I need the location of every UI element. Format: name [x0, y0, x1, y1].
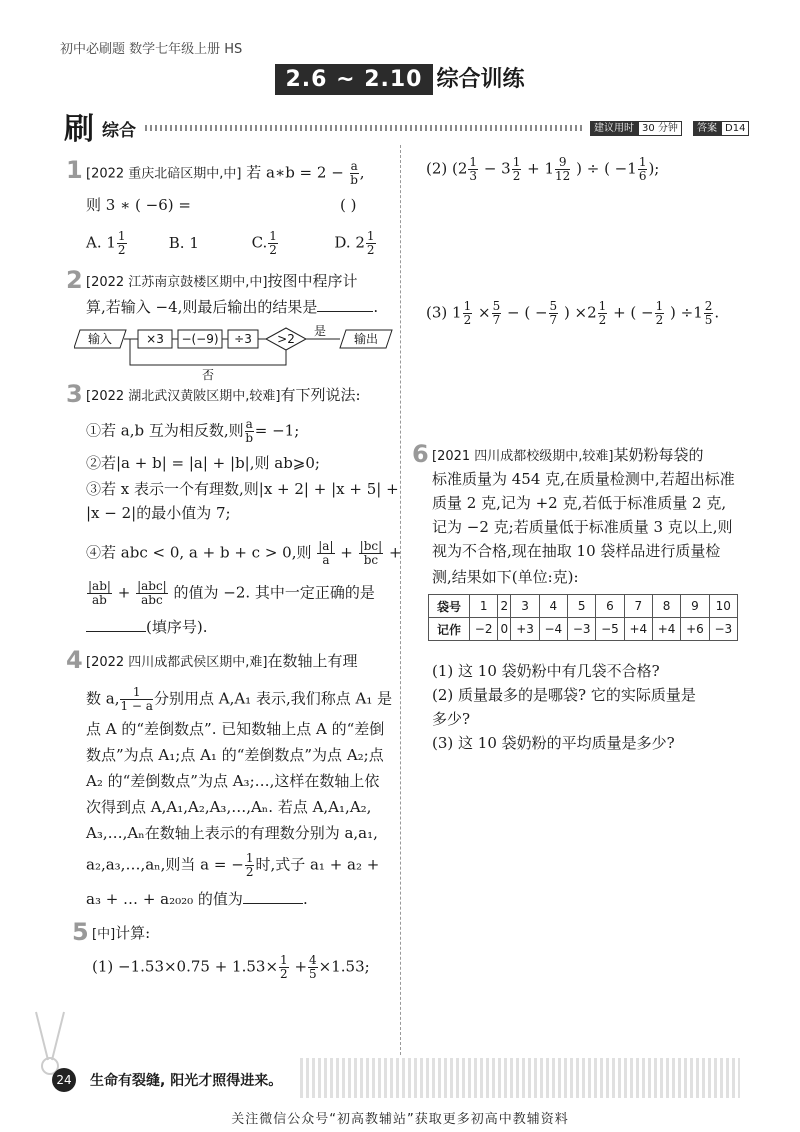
table-header-value: 记作 [429, 618, 470, 641]
flow-minus-neg9: −(−9) [181, 332, 219, 346]
q4-line7: A₃,…,Aₙ在数轴上表示的有理数分别为 a,a₁, [86, 824, 378, 842]
flow-times3: ×3 [146, 332, 164, 346]
q2-flowchart [74, 325, 394, 385]
q4-line5: A₂ 的“差倒数点”为点 A₃;…,这样在数轴上依 [86, 772, 380, 790]
q3-statement-3a: ③若 x 表示一个有理数,则|x + 2| + |x + 5| + [86, 480, 399, 498]
q4-line8: a₂,a₃,…,aₙ,则当 a = − $\frac{1}{2}$ 时,式子 a₁ + a₂ + [86, 851, 380, 879]
q6-number: 6 [412, 440, 429, 468]
q6-sub1: (1) 这 10 袋奶粉中有几袋不合格? [432, 662, 660, 680]
table-row-ids [429, 595, 738, 618]
answer-value: D14 [721, 121, 749, 136]
q4-line6: 次得到点 A,A₁,A₂,A₃,…,Aₙ. 若点 A,A₁,A₂, [86, 798, 372, 816]
q3-line1: [2022 湖北武汉黄陂区期中,较难]有下列说法: [86, 386, 361, 404]
table-cell: 1 [470, 595, 498, 618]
table-cell: 4 [539, 595, 567, 618]
q6-sub2b: 多少? [432, 710, 471, 728]
q5-number: 5 [72, 918, 89, 946]
q3-number: 3 [66, 380, 83, 408]
page-number: 24 [52, 1068, 76, 1092]
q1-options [86, 230, 386, 257]
q1-option-a[interactable]: A. 1 $\frac{1}{2}$ [86, 229, 126, 257]
q1-line2: 则 3 ∗ ( −6) = [86, 196, 191, 214]
dotted-rule [145, 125, 585, 131]
table-cell: +6 [681, 618, 709, 641]
flow-yes: 是 [313, 325, 327, 338]
table-cell: −3 [568, 618, 596, 641]
q2-number: 2 [66, 266, 83, 294]
q5-part3: (3) 1 $\frac{1}{2}$ × $\frac{5}{7}$ − ( − $\frac{5}{7}$ ) ×2 $\frac{1}{2}$ + ( − $\frac{1}{2}$ ) ÷1 $\frac{2}{5}$ . [426, 299, 720, 327]
table-row-values [429, 618, 738, 641]
q3-answer-blank[interactable] [86, 631, 146, 632]
q4-line4: 数点”为点 A₁;点 A₁ 的“差倒数点”为点 A₂;点 [86, 746, 384, 764]
flow-diamond: >2 [277, 332, 295, 346]
footer-pattern [300, 1058, 740, 1098]
table-cell: 9 [681, 595, 709, 618]
q3-statement-4a: ④若 abc < 0, a + b + c > 0,则 $\frac{|a|}{a}$ + $\frac{|bc|}{bc}$ + [86, 539, 402, 567]
title-text: 综合训练 [436, 67, 525, 92]
table-cell: 5 [568, 595, 596, 618]
q2-answer-blank[interactable] [317, 311, 373, 312]
q4-line1: [2022 四川成都武侯区期中,难]在数轴上有理 [86, 652, 358, 670]
q1-paren: ( ) [340, 196, 357, 214]
shua-mark: 刷 [64, 112, 94, 147]
q1-option-d[interactable]: D. 2 $\frac{1}{2}$ [334, 229, 375, 257]
column-divider [400, 145, 401, 1055]
q3-answer-line: (填序号). [86, 616, 207, 638]
q4-number: 4 [66, 646, 83, 674]
time-value: 30 分钟 [638, 121, 682, 136]
table-header-id: 袋号 [429, 595, 470, 618]
q3-statement-2: ②若|a + b| = |a| + |b|,则 ab⩾0; [86, 454, 320, 472]
flow-input: 输入 [87, 332, 113, 346]
q3-statement-1: ①若 a,b 互为相反数,则 $\frac{a}{b}$ = −1; [86, 417, 300, 445]
table-cell: 10 [709, 595, 737, 618]
table-cell: +4 [652, 618, 680, 641]
q4-answer-blank[interactable] [243, 903, 303, 904]
q6-line2: 标准质量为 454 克,在质量检测中,若超出标准 [432, 470, 735, 488]
time-label: 建议用时 [590, 121, 638, 136]
q3-statement-3b: |x − 2|的最小值为 7; [86, 504, 231, 522]
title-range: 2.6 ~ 2.10 [275, 64, 432, 95]
q6-table [428, 594, 738, 641]
q1-source: [2022 重庆北碚区期中,中] [86, 166, 242, 182]
q1-frac: $\frac{a}{b}$ [350, 159, 358, 187]
q6-line1: [2021 四川成都校级期中,较难]某奶粉每袋的 [432, 446, 704, 464]
table-cell: −3 [709, 618, 737, 641]
q6-line4: 记为 −2 克;若质量低于标准质量 3 克以上,则 [432, 518, 733, 536]
q5-part1: (1) −1.53×0.75 + 1.53× $\frac{1}{2}$ + $\frac{4}{5}$ ×1.53; [92, 953, 370, 981]
q6-line3: 质量 2 克,记为 +2 克,若低于标准质量 2 克, [432, 494, 727, 512]
q1-stem: 若 a∗b = 2 − [246, 163, 344, 182]
q1-line1: [2022 重庆北碚区期中,中] 若 a∗b = 2 − $\frac{a}{b}$ , [86, 159, 365, 187]
table-cell: −4 [539, 618, 567, 641]
q2-line1: [2022 江苏南京鼓楼区期中,中]按图中程序计 [86, 272, 358, 290]
table-cell: −2 [470, 618, 498, 641]
q6-sub3: (3) 这 10 袋奶粉的平均质量是多少? [432, 734, 675, 752]
table-cell: 2 [498, 595, 511, 618]
q4-line9: a₃ + … + a₂₀₂₀ 的值为 . [86, 890, 308, 908]
table-cell: −5 [596, 618, 624, 641]
table-cell: +3 [511, 618, 539, 641]
section-label: 综合 [102, 121, 136, 141]
q4-line3: 点 A 的“差倒数点”. 已知数轴上点 A 的“差倒 [86, 720, 385, 738]
flow-output: 输出 [353, 332, 379, 346]
q3-statement-4b: $\frac{|ab|}{ab}$ + $\frac{\text{|abc|}}{\text{abc}}$ 的值为 −2. 其中一定正确的是 [88, 579, 375, 607]
q1-option-b[interactable]: B. 1 [168, 233, 199, 252]
q1-option-c[interactable]: C. $\frac{1}{2}$ [251, 229, 277, 257]
q6-line5: 视为不合格,现在抽取 10 袋样品进行质量检 [432, 542, 721, 560]
footer-motto: 生命有裂缝, 阳光才照得进来。 [90, 1073, 283, 1089]
flow-div3: ÷3 [234, 332, 252, 346]
table-cell: 3 [511, 595, 539, 618]
q6-sub2: (2) 质量最多的是哪袋? 它的实际质量是 [432, 686, 696, 704]
q5-line1: [中]计算: [92, 924, 151, 942]
table-cell: 0 [498, 618, 511, 641]
q4-line2: 数 a, $\frac{1}{1 - a}$ 分别用点 A,A₁ 表示,我们称点 A₁ 是 [86, 685, 393, 713]
page-title [0, 62, 800, 95]
table-cell: 7 [624, 595, 652, 618]
q6-line6: 测,结果如下(单位:克): [432, 568, 579, 586]
table-cell: 6 [596, 595, 624, 618]
table-cell: 8 [652, 595, 680, 618]
q2-line2: 算,若输入 −4,则最后输出的结果是 . [86, 298, 379, 316]
answer-label: 答案 [693, 121, 721, 136]
watermark: 关注微信公众号“初高教辅站”获取更多初高中教辅资料 [231, 1112, 569, 1127]
table-cell: +4 [624, 618, 652, 641]
book-header: 初中必刷题 数学七年级上册 HS [60, 42, 243, 57]
time-tag [590, 116, 749, 135]
q1-number: 1 [66, 156, 83, 184]
q5-part2: (2) (2 $\frac{1}{3}$ − 3 $\frac{1}{2}$ + 1 $\frac{9}{12}$ ) ÷ ( −1 $\frac{1}{6}$ ); [426, 155, 660, 183]
flow-no: 否 [201, 368, 215, 382]
